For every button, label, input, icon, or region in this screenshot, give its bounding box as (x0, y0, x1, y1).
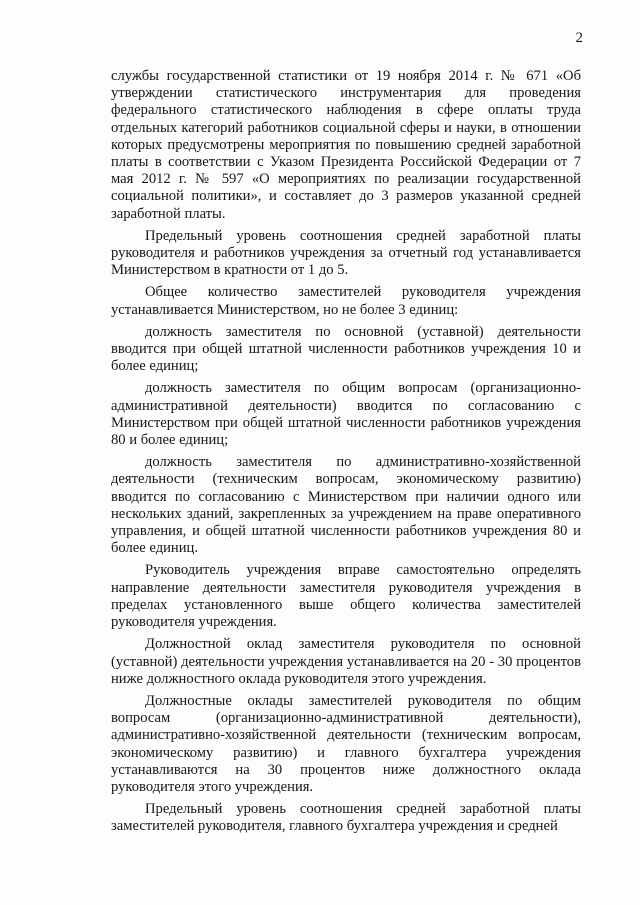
paragraph-salary-ratio-deputies: Предельный уровень соотношения средней заработной платы заместителей руководителя, главного бухгалтера учреждения и средней (111, 801, 581, 835)
paragraph-deputy-salary-main: Должностной оклад заместителя руководителя по основной (уставной) деятельности учреждения устанавливается на 20 - 30 процентов ниже должностного оклада руководителя этого учреждения. (111, 636, 581, 687)
paragraph-head-discretion: Руководитель учреждения вправе самостоятельно определять направление деятельности заместителя руководителя учреждения в пределах установленного выше общего количества заместителей руководителя учреждения. (111, 562, 581, 631)
page-number: 2 (575, 30, 583, 46)
paragraph-deputy-main-activity: должность заместителя по основной (уставной) деятельности вводится при общей штатной численности работников учреждения 10 и более единиц; (111, 323, 581, 375)
paragraph-deputy-general-affairs: должность заместителя по общим вопросам (организационно-административной деятельности) вводится по согласованию с Министерством при общей штатной численности работников учреждения 80 и более единиц; (111, 380, 581, 449)
document-body (111, 68, 581, 841)
paragraph-deputy-salary-other: Должностные оклады заместителей руководителя по общим вопросам (организационно-административной деятельности), административно-хозяйственной деятельности (техническим вопросам, экономическому развитию) и главного бухгалтера учреждения устанавливаются на 30 процентов ниже должностного оклада руководителя этого учреждения. (111, 692, 581, 795)
paragraph-deputies-count: Общее количество заместителей руководителя учреждения устанавливается Министерством, но не более 3 единиц: (111, 284, 581, 318)
paragraph-deputy-administrative: должность заместителя по административно-хозяйственной деятельности (техническим вопросам, экономическому развитию) вводится по согласованию с Министерством при наличии одного или нескольких зданий, закрепленных за учреждением на праве оперативного управления, и общей штатной численности работников учреждения 80 и более единиц. (111, 454, 581, 557)
paragraph-salary-ratio-head: Предельный уровень соотношения средней заработной платы руководителя и работников учреждения за отчетный год устанавливается Министерством в кратности от 1 до 5. (111, 227, 581, 279)
paragraph-continuation: службы государственной статистики от 19 ноября 2014 г. № 671 «Об утверждении статистического инструментария для проведения федерального статистического наблюдения в сфере оплаты труда отдельных категорий работников социальной сферы и науки, в отношении которых предусмотрены мероприятия по повышению средней заработной платы в соответствии с Указом Президента Российской Федерации от 7 мая 2012 г. № 597 «О мероприятиях по реализации государственной социальной политики», и составляет до 3 размеров указанной средней заработной платы. (111, 68, 581, 222)
